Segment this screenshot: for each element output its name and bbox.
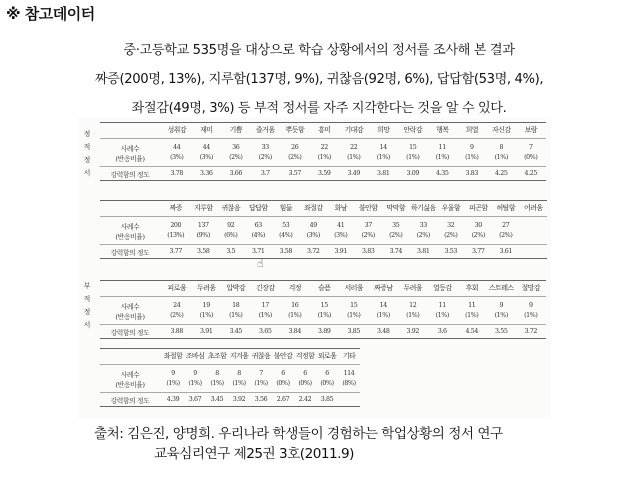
emotion-header-cell: 짜증남 bbox=[374, 284, 393, 292]
summary-line-3: 좌절감(49명, 3%) 등 부적 정서를 자주 지각한다는 것을 알 수 있다. bbox=[131, 101, 507, 116]
emotion-header-cell: 막막함 bbox=[386, 204, 405, 212]
table-cell: 4.54 bbox=[465, 328, 478, 335]
table-cell: (4%) bbox=[279, 232, 293, 239]
emotion-header-cell: 후회 bbox=[465, 284, 478, 292]
emotion-header-cell: 귀찮음 bbox=[221, 204, 240, 212]
table-cell: 3.58 bbox=[197, 248, 210, 255]
table-cell: 3.59 bbox=[318, 170, 331, 177]
table-cell: 3.6 bbox=[437, 328, 447, 335]
table-cell: 15 bbox=[409, 144, 417, 151]
emotion-header-cell: 두려움 bbox=[197, 284, 216, 292]
row-label: 사례수 bbox=[120, 145, 140, 153]
table-cell: (1%) bbox=[254, 380, 268, 387]
table-cell: (1%) bbox=[406, 312, 420, 319]
summary-line-2: 짜증(200명, 13%), 지루함(137명, 9%), 귀찮음(92명, 6%), 답답함(53명, 4%), bbox=[94, 72, 544, 87]
table-cell: (4%) bbox=[251, 232, 265, 239]
table-rule bbox=[100, 180, 546, 181]
emotion-header-cell: 서러움 bbox=[344, 284, 363, 292]
table-cell: (1%) bbox=[210, 380, 224, 387]
table-cell: 3.83 bbox=[465, 170, 478, 177]
table-cell: 3.55 bbox=[495, 328, 508, 335]
table-cell bbox=[520, 222, 548, 229]
table-cell: (1%) bbox=[199, 312, 213, 319]
table-cell: 18 bbox=[232, 302, 240, 309]
table-cell: 6 bbox=[281, 370, 285, 377]
table-rule bbox=[100, 348, 360, 349]
table-cell: 4.35 bbox=[436, 170, 449, 177]
table-cell: 3.72 bbox=[524, 328, 537, 335]
table-cell: 3.58 bbox=[279, 248, 292, 255]
table-row bbox=[162, 232, 547, 239]
row-label: (반응비율) bbox=[115, 313, 145, 321]
table-cell: 3.66 bbox=[229, 170, 242, 177]
table-rule bbox=[100, 244, 547, 245]
table-cell: 137 bbox=[197, 222, 209, 229]
table-cell bbox=[520, 248, 548, 255]
table-cell: (2%) bbox=[416, 232, 430, 239]
table-cell: 3.91 bbox=[200, 328, 213, 335]
emotion-header-cell: 자신감 bbox=[492, 126, 511, 134]
table-cell: (3%) bbox=[170, 154, 184, 161]
table-cell: 3.89 bbox=[318, 328, 331, 335]
emotion-header-cell: 답답함 bbox=[249, 204, 268, 212]
table-cell: 3.49 bbox=[347, 170, 360, 177]
table-rule bbox=[100, 364, 360, 365]
emotion-header-cell: 어려움 bbox=[524, 204, 543, 212]
table-row bbox=[162, 396, 360, 403]
emotion-header-cell: 피로움 bbox=[167, 284, 186, 292]
table-cell: 49 bbox=[309, 222, 317, 229]
table-cell: (2%) bbox=[229, 154, 243, 161]
table-cell: (1%) bbox=[347, 312, 361, 319]
table-cell: 3.48 bbox=[377, 328, 390, 335]
summary-line-1: 중·고등학교 535명을 대상으로 학습 상황에서의 정서를 조사해 본 결과 bbox=[123, 43, 515, 58]
emotion-header-cell: 압박감 bbox=[226, 284, 245, 292]
table-cell: 3.74 bbox=[389, 248, 402, 255]
table-cell: 11 bbox=[438, 302, 446, 309]
table-rule bbox=[100, 216, 547, 217]
table-cell: 7 bbox=[259, 370, 263, 377]
table-cell: (2%) bbox=[170, 312, 184, 319]
row-label: (반응비율) bbox=[115, 381, 145, 389]
row-label: (반응비율) bbox=[115, 233, 145, 241]
table-row bbox=[162, 154, 546, 161]
table-cell: (1%) bbox=[288, 312, 302, 319]
table-cell: 3.83 bbox=[362, 248, 375, 255]
emotion-header-cell: 희망 bbox=[377, 126, 390, 134]
emotion-header-cell: 불안감 bbox=[273, 352, 293, 360]
table-cell: (1%) bbox=[317, 312, 331, 319]
emotion-header-cell: 화남 bbox=[334, 204, 347, 212]
table-cell: (0%) bbox=[524, 154, 538, 161]
table-cell: 3.92 bbox=[406, 328, 419, 335]
table-rule bbox=[100, 280, 546, 281]
table-cell: 6 bbox=[303, 370, 307, 377]
emotion-header-cell: 기대감 bbox=[344, 126, 363, 134]
emotion-header-cell: 피곤함 bbox=[469, 204, 488, 212]
table-cell: 44 bbox=[202, 144, 210, 151]
table-cell: 9 bbox=[171, 370, 175, 377]
table-cell: (2%) bbox=[361, 232, 375, 239]
table-cell: (1%) bbox=[317, 154, 331, 161]
table-cell: (1%) bbox=[465, 154, 479, 161]
table-cell: (1%) bbox=[494, 154, 508, 161]
table-cell: 63 bbox=[254, 222, 262, 229]
table-cell: 11 bbox=[468, 302, 476, 309]
table-cell: (3%) bbox=[199, 154, 213, 161]
table-cell: 17 bbox=[261, 302, 269, 309]
positive-emotion-side-label: 정 적 정 서 bbox=[83, 130, 91, 177]
table-cell: (3%) bbox=[306, 232, 320, 239]
table-cell: 24 bbox=[173, 302, 181, 309]
table-cell: 6 bbox=[325, 370, 329, 377]
hand-cursor-icon: ☝ bbox=[257, 257, 264, 270]
table-cell: (2%) bbox=[444, 232, 458, 239]
emotion-table-scan bbox=[78, 118, 550, 418]
emotion-header-cell: 성취감 bbox=[167, 126, 186, 134]
table-cell: 53 bbox=[282, 222, 290, 229]
table-cell: 3.71 bbox=[252, 248, 265, 255]
table-cell: 30 bbox=[474, 222, 482, 229]
table-rule bbox=[100, 200, 547, 201]
table-cell: 9 bbox=[193, 370, 197, 377]
table-row bbox=[162, 370, 360, 377]
emotion-header-cell: 즐거움 bbox=[256, 126, 275, 134]
table-cell: 22 bbox=[350, 144, 358, 151]
table-cell: 3.57 bbox=[288, 170, 301, 177]
table-rule bbox=[100, 338, 546, 339]
table-cell: (2%) bbox=[499, 232, 513, 239]
table-row bbox=[162, 380, 360, 387]
emotion-header-cell: 뿌듯함 bbox=[285, 126, 304, 134]
emotion-header-cell: 두려움 bbox=[403, 284, 422, 292]
row-label: 강력함의 정도 bbox=[110, 397, 150, 405]
table-cell bbox=[520, 232, 548, 239]
table-cell: 200 bbox=[170, 222, 182, 229]
emotion-header-cell: 걱정 bbox=[288, 284, 301, 292]
table-cell: 19 bbox=[202, 302, 210, 309]
table-rule bbox=[100, 138, 546, 139]
table-cell: 3.5 bbox=[226, 248, 236, 255]
table-cell: 4.25 bbox=[524, 170, 537, 177]
table-cell bbox=[338, 396, 360, 403]
table-cell: (1%) bbox=[188, 380, 202, 387]
table-cell: 15 bbox=[320, 302, 328, 309]
table-rule bbox=[100, 122, 546, 123]
row-label: 사례수 bbox=[120, 303, 140, 311]
table-cell: 3.56 bbox=[254, 396, 268, 403]
emotion-header-cell: 행복 bbox=[436, 126, 449, 134]
emotion-header-cell: 흥미 bbox=[318, 126, 331, 134]
table-cell: 3.45 bbox=[210, 396, 224, 403]
table-row bbox=[162, 328, 546, 335]
emotion-header-cell: 허탈함 bbox=[496, 204, 515, 212]
emotion-header-cell: 조바심 bbox=[185, 352, 205, 360]
table-cell: 3.61 bbox=[499, 248, 512, 255]
emotion-header-cell: 불안함 bbox=[359, 204, 378, 212]
table-row bbox=[162, 248, 547, 255]
table-cell: (1%) bbox=[376, 154, 390, 161]
table-row bbox=[162, 302, 546, 309]
emotion-header-cell: 지겨움 bbox=[229, 352, 249, 360]
table-cell: (2%) bbox=[471, 232, 485, 239]
table-cell: 3.81 bbox=[377, 170, 390, 177]
table-cell: 4.39 bbox=[166, 396, 180, 403]
table-cell: 92 bbox=[227, 222, 235, 229]
emotion-header-cell: 힘듦 bbox=[279, 204, 292, 212]
table-cell: 8 bbox=[215, 370, 219, 377]
table-row bbox=[162, 312, 546, 319]
emotion-header-cell: 귀찮음 bbox=[251, 352, 271, 360]
table-cell: 3.81 bbox=[417, 248, 430, 255]
emotion-header-cell: 긴장감 bbox=[256, 284, 275, 292]
table-cell: 32 bbox=[447, 222, 455, 229]
negative-emotion-side-label: 부 적 정 서 bbox=[83, 282, 91, 329]
reference-title: ※ 참고데이터 bbox=[6, 5, 95, 23]
table-cell: 4.25 bbox=[495, 170, 508, 177]
table-cell: 3.78 bbox=[170, 170, 183, 177]
emotion-header-cell: 슬픔 bbox=[318, 284, 331, 292]
table-cell: (1%) bbox=[524, 312, 538, 319]
table-cell: 22 bbox=[320, 144, 328, 151]
table-cell: (6%) bbox=[224, 232, 238, 239]
row-label: 강력함의 정도 bbox=[110, 249, 150, 257]
table-cell: 3.09 bbox=[406, 170, 419, 177]
table-cell: 3.45 bbox=[229, 328, 242, 335]
table-rule bbox=[100, 392, 360, 393]
row-label: 강력함의 정도 bbox=[110, 329, 150, 337]
table-cell: (1%) bbox=[166, 380, 180, 387]
emotion-header-cell: 외로움 bbox=[317, 352, 337, 360]
emotion-header-cell: 열등감 bbox=[433, 284, 452, 292]
table-cell: 3.85 bbox=[347, 328, 360, 335]
emotion-header-cell: 재미 bbox=[200, 126, 213, 134]
table-cell: 14 bbox=[379, 302, 387, 309]
table-cell: 3.77 bbox=[169, 248, 182, 255]
table-cell: (1%) bbox=[232, 380, 246, 387]
emotion-header-row bbox=[162, 126, 546, 134]
table-cell: 8 bbox=[237, 370, 241, 377]
table-cell: 14 bbox=[379, 144, 387, 151]
table-cell: 27 bbox=[502, 222, 510, 229]
emotion-header-cell: 보람 bbox=[524, 126, 537, 134]
table-cell: 33 bbox=[419, 222, 427, 229]
emotion-header-cell: 스트레스 bbox=[488, 284, 514, 292]
emotion-header-cell: 좌절감 bbox=[304, 204, 323, 212]
table-cell: 3.92 bbox=[232, 396, 246, 403]
row-label: 사례수 bbox=[120, 371, 140, 379]
emotion-header-cell: 희열 bbox=[465, 126, 478, 134]
table-cell: (1%) bbox=[229, 312, 243, 319]
emotion-header-cell: 안락감 bbox=[403, 126, 422, 134]
row-label: 강력함의 정도 bbox=[110, 171, 150, 179]
table-rule bbox=[100, 406, 360, 407]
table-cell: 114 bbox=[343, 370, 355, 377]
table-cell: 12 bbox=[409, 302, 417, 309]
table-cell: (0%) bbox=[298, 380, 312, 387]
table-cell: 11 bbox=[438, 144, 446, 151]
table-cell: 3.91 bbox=[334, 248, 347, 255]
table-cell: (2%) bbox=[258, 154, 272, 161]
source-line-2: 교육심리연구 제25권 3호(2011.9) bbox=[154, 446, 354, 462]
table-cell: 44 bbox=[173, 144, 181, 151]
table-cell: (1%) bbox=[406, 154, 420, 161]
emotion-header-row bbox=[162, 352, 360, 360]
table-row bbox=[162, 144, 546, 151]
table-cell: 41 bbox=[337, 222, 345, 229]
emotion-header-cell: 좌절함 bbox=[163, 352, 183, 360]
table-cell: 33 bbox=[261, 144, 269, 151]
table-cell: (13%) bbox=[167, 232, 185, 239]
table-cell: (1%) bbox=[494, 312, 508, 319]
table-cell: 7 bbox=[528, 144, 533, 151]
row-label: (반응비율) bbox=[115, 155, 145, 163]
row-label: 사례수 bbox=[120, 223, 140, 231]
table-cell: 3.77 bbox=[472, 248, 485, 255]
table-row bbox=[162, 170, 546, 177]
table-rule bbox=[100, 166, 546, 167]
table-cell: 3.53 bbox=[444, 248, 457, 255]
table-cell: 3.7 bbox=[260, 170, 270, 177]
table-cell: (1%) bbox=[435, 312, 449, 319]
table-cell: 26 bbox=[291, 144, 299, 151]
table-cell: (1%) bbox=[258, 312, 272, 319]
emotion-header-cell: 걱정함 bbox=[295, 352, 315, 360]
table-rule bbox=[100, 296, 546, 297]
table-cell: 3.36 bbox=[200, 170, 213, 177]
table-cell: (2%) bbox=[389, 232, 403, 239]
table-cell: (3%) bbox=[334, 232, 348, 239]
emotion-header-cell: 절망감 bbox=[521, 284, 540, 292]
table-cell: (1%) bbox=[435, 154, 449, 161]
table-cell: (8%) bbox=[342, 380, 356, 387]
table-cell: 9 bbox=[499, 302, 504, 309]
table-cell: 3.67 bbox=[188, 396, 202, 403]
table-cell: 9 bbox=[469, 144, 474, 151]
emotion-header-cell: 기타 bbox=[342, 352, 356, 360]
table-rule bbox=[100, 324, 546, 325]
table-cell: 15 bbox=[350, 302, 358, 309]
emotion-header-row bbox=[162, 284, 546, 292]
table-cell: (1%) bbox=[376, 312, 390, 319]
table-cell: 3.72 bbox=[307, 248, 320, 255]
table-cell: 3.88 bbox=[170, 328, 183, 335]
table-cell: (0%) bbox=[320, 380, 334, 387]
table-cell: (0%) bbox=[276, 380, 290, 387]
emotion-header-cell: 우울함 bbox=[441, 204, 460, 212]
table-cell: 2.42 bbox=[298, 396, 312, 403]
table-cell: (1%) bbox=[347, 154, 361, 161]
table-cell: 35 bbox=[392, 222, 400, 229]
table-cell: 3.65 bbox=[259, 328, 272, 335]
source-citation bbox=[94, 424, 503, 464]
table-cell: 8 bbox=[499, 144, 504, 151]
table-cell: 2.67 bbox=[276, 396, 290, 403]
emotion-header-cell: 짜증 bbox=[169, 204, 182, 212]
emotion-header-cell: 기쁨 bbox=[229, 126, 242, 134]
table-cell: 9 bbox=[528, 302, 533, 309]
table-cell: 36 bbox=[232, 144, 240, 151]
table-rule bbox=[100, 258, 547, 259]
emotion-header-cell: 지루함 bbox=[194, 204, 213, 212]
table-cell: (1%) bbox=[465, 312, 479, 319]
table-cell: 16 bbox=[291, 302, 299, 309]
table-cell: (2%) bbox=[288, 154, 302, 161]
table-row bbox=[162, 222, 547, 229]
emotion-header-cell: 하기싫음 bbox=[410, 204, 436, 212]
table-cell: 3.84 bbox=[288, 328, 301, 335]
table-cell: 37 bbox=[364, 222, 372, 229]
emotion-header-cell: 초조함 bbox=[207, 352, 227, 360]
table-cell: 3.85 bbox=[320, 396, 334, 403]
emotion-header-row bbox=[162, 204, 547, 212]
source-line-1: 출처: 김은진, 양명희. 우리나라 학생들이 경험하는 학업상황의 정서 연구 bbox=[94, 426, 503, 442]
table-cell: (9%) bbox=[196, 232, 210, 239]
